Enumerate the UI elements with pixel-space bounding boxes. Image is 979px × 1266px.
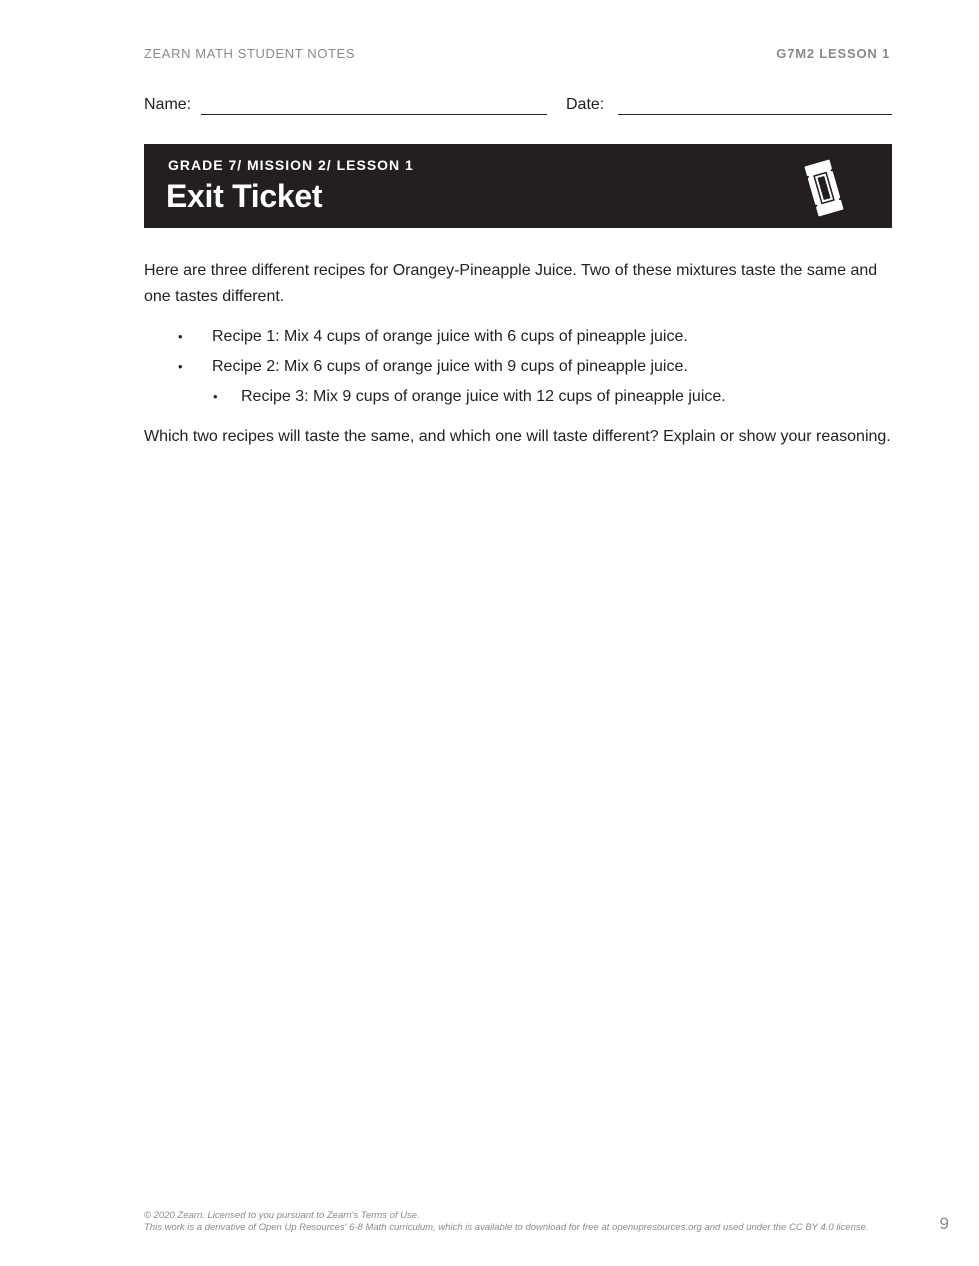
recipe-2: Recipe 2: Mix 6 cups of orange juice with 9 cups of pineapple juice. (212, 358, 688, 375)
name-date-row (144, 96, 892, 120)
bullet: • (178, 329, 183, 344)
header-title: ZEARN MATH STUDENT NOTES (144, 46, 356, 61)
recipe-3: Recipe 3: Mix 9 cups of orange juice with 12 cups of pineapple juice. (241, 388, 726, 405)
name-line (201, 114, 547, 115)
copyright-text: © 2020 Zearn. Licensed to you pursuant to Zearn's Terms of Use. (144, 1210, 420, 1221)
list-item (144, 324, 892, 354)
intro-paragraph: Here are three different recipes for Orangey-Pineapple Juice. Two of these mixtures taste the same and one tastes different. (144, 262, 878, 305)
bullet: • (213, 389, 218, 404)
question-paragraph: Which two recipes will taste the same, and which one will taste different? Explain or show your reasoning. (144, 428, 891, 445)
exit-ticket-banner (144, 144, 892, 228)
footer-notes (144, 1210, 869, 1234)
page-title: Exit Ticket (166, 178, 323, 214)
list-item (144, 384, 892, 414)
date-line (618, 114, 892, 115)
ticket-icon (798, 157, 850, 219)
date-label: Date: (566, 96, 605, 113)
name-label: Name: (144, 96, 192, 113)
list-item (144, 354, 892, 384)
lesson-code: G7M2 LESSON 1 (776, 46, 890, 61)
license-text: This work is a derivative of Open Up Resources' 6-8 Math curriculum, which is available to download for free at openupresources.org and used under the CC BY 4.0 license. (144, 1222, 869, 1233)
page-number: 9 (939, 1214, 949, 1233)
recipe-list (144, 324, 892, 414)
bullet: • (178, 359, 183, 374)
recipe-1: Recipe 1: Mix 4 cups of orange juice with 6 cups of pineapple juice. (212, 328, 688, 345)
main-content (144, 258, 892, 450)
lesson-kicker: GRADE 7/ MISSION 2/ LESSON 1 (168, 157, 414, 173)
